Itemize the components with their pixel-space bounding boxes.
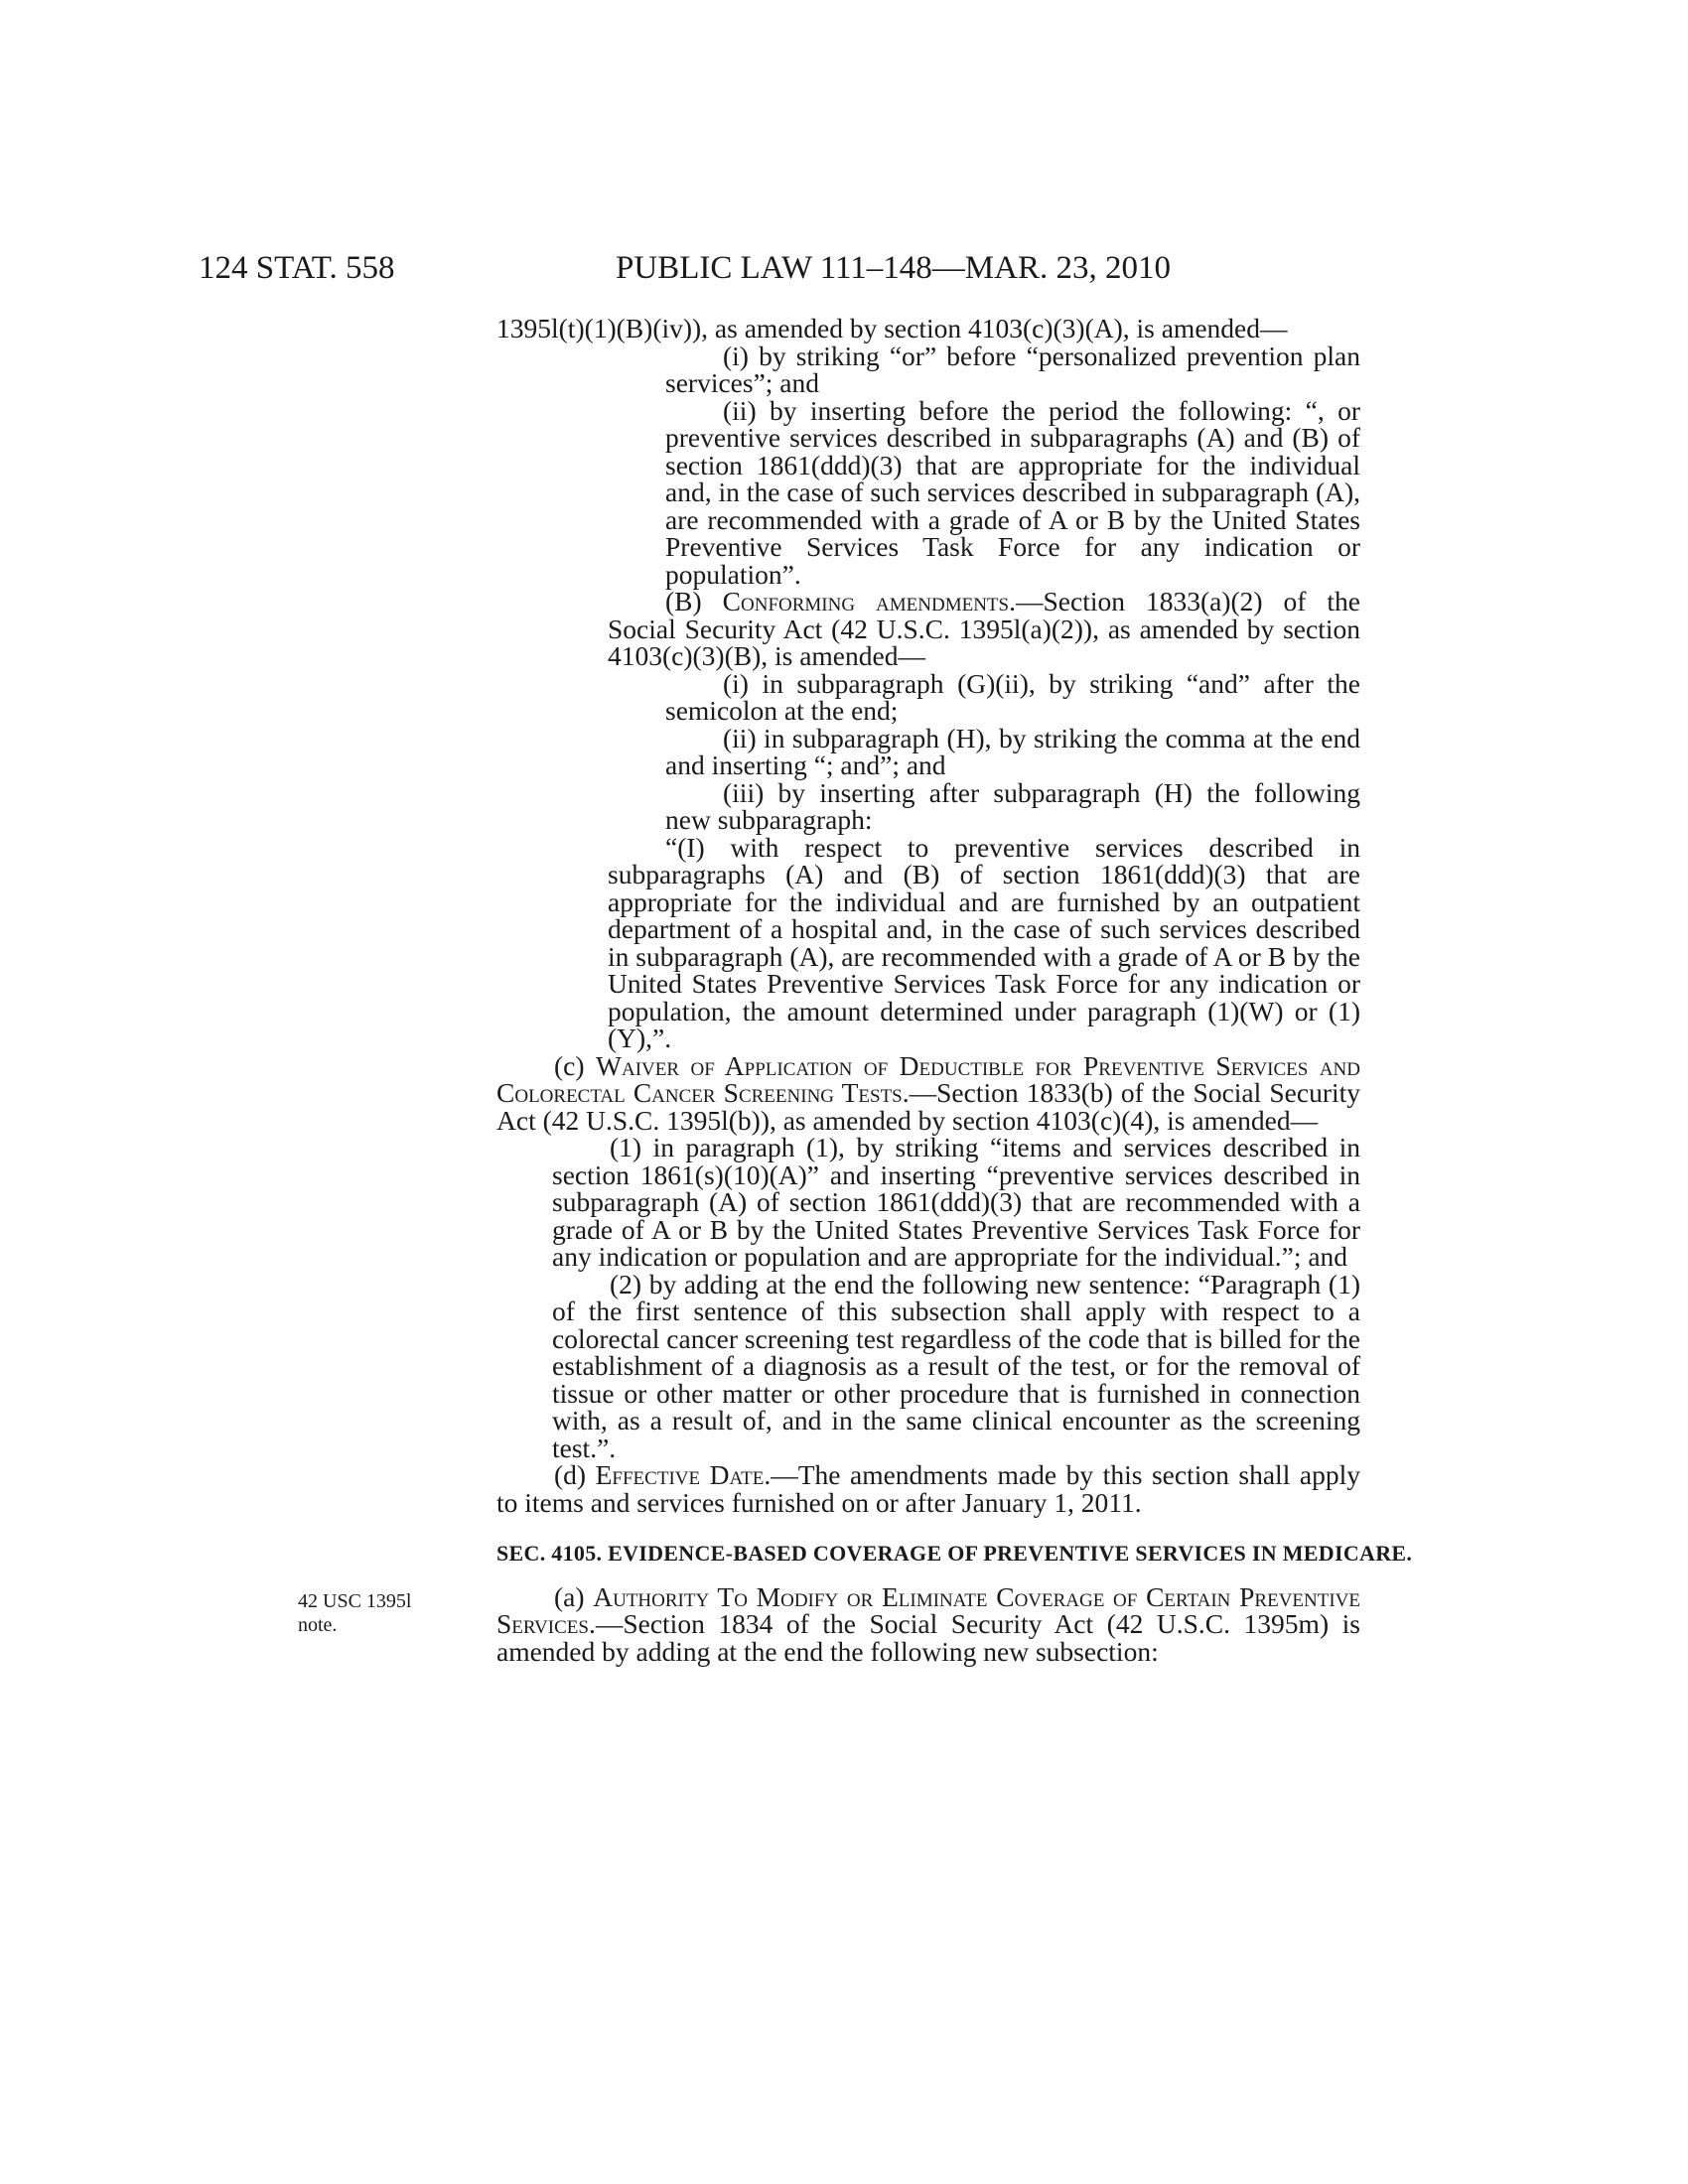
section-heading: SEC. 4105. EVIDENCE-BASED COVERAGE OF PREVENTIVE SERVICES IN MEDICARE. [496, 1541, 1413, 1566]
statute-body [496, 313, 1413, 1667]
subsection-a [496, 1580, 1360, 1667]
page-stat-number: 124 STAT. 558 [199, 250, 395, 286]
subsection-a-heading: Authority To Modify or Eliminate Coverage of Certain Preventive Services [496, 1580, 1360, 1639]
subparagraph-b [608, 588, 1360, 670]
clause-b-ii: (ii) in subparagraph (H), by striking the comma at the end and inserting “; and”; and [665, 722, 1360, 780]
subparagraph-b-label: (B) [665, 586, 702, 616]
clause-ii: (ii) by inserting before the period the following: “, or preventive services described in subparagraphs (A) and (B) of section 1861(ddd)(3) that are appropriate for the individual and, in the case of such services described in subparagraph (A), are recommended with a grade of A or B by the United States Preventive Services Task Force for any indication or population”. [665, 394, 1360, 590]
subsection-c-label: (c) [554, 1049, 585, 1081]
margin-note [298, 1589, 467, 1637]
subsection-c-heading: Waiver of Application of Deductible for Preventive Services and Colorectal Cancer Screening Tests [496, 1049, 1360, 1108]
subsection-d-heading: Effective Date [595, 1459, 765, 1490]
subsection-a-text: .—Section 1834 of the Social Security Act (42 U.S.C. 1395m) is amended by adding at the end the following new subsection: [496, 1608, 1360, 1667]
paragraph-c-2: (2) by adding at the end the following new sentence: “Paragraph (1) of the first sentence of this subsection shall apply with respect to a colorectal cancer screening test regardless of the code that is billed for the establishment of a diagnosis as a result of the test, or for the removal of tissue or other matter or other procedure that is furnished in connection with, as a result of, and in the same clinical encounter as the screening test.”. [552, 1268, 1360, 1463]
paragraph-continuation: 1395l(t)(1)(B)(iv)), as amended by section 4103(c)(3)(A), is amended— [496, 313, 1288, 343]
subsection-c [496, 1049, 1361, 1136]
subparagraph-b-text: .—Section 1833(a)(2) of the Social Security Act (42 U.S.C. 1395l(a)(2)), as amended by section 4103(c)(3)(B), is amended— [608, 586, 1361, 671]
subsection-d-label: (d) [554, 1459, 587, 1490]
clause-b-iii: (iii) by inserting after subparagraph (H) the following new subparagraph: [665, 776, 1360, 835]
inserted-subparagraph-i: “(I) with respect to preventive services described in subparagraphs (A) and (B) of section 1861(ddd)(3) that are appropriate for the individual and are furnished by an outpatient department of a hospital and, in the case of such services described in subparagraph (A), are recommended with a grade of A or B by the United States Preventive Services Task Force for any indication or population, the amount determined under paragraph (1)(W) or (1)(Y),”. [608, 831, 1360, 1053]
margin-note-label: note. [298, 1614, 338, 1636]
subsection-a-label: (a) [554, 1580, 585, 1612]
clause-i: (i) by striking “or” before “personalized prevention plan services”; and [665, 340, 1360, 398]
subparagraph-b-heading: Conforming amendments [722, 586, 1010, 616]
subsection-d-text: .—The amendments made by this section shall apply to items and services furnished on or after January 1, 2011. [496, 1459, 1360, 1518]
margin-note-citation: 42 USC 1395l [298, 1590, 412, 1612]
clause-b-i: (i) in subparagraph (G)(ii), by striking “and” after the semicolon at the end; [665, 667, 1360, 726]
subsection-c-text: .—Section 1833(b) of the Social Security Act (42 U.S.C. 1395l(b)), as amended by section 4103(c)(4), is amended— [496, 1077, 1361, 1136]
paragraph-c-1: (1) in paragraph (1), by striking “items and services described in section 1861(s)(10)(A)” and inserting “preventive services described in subparagraph (A) of section 1861(ddd)(3) that are recommended with a grade of A or B by the United States Preventive Services Task Force for any indication or population and are appropriate for the individual.”; and [552, 1132, 1360, 1272]
subsection-d [496, 1461, 1360, 1516]
running-header: PUBLIC LAW 111–148—MAR. 23, 2010 [616, 250, 1171, 286]
